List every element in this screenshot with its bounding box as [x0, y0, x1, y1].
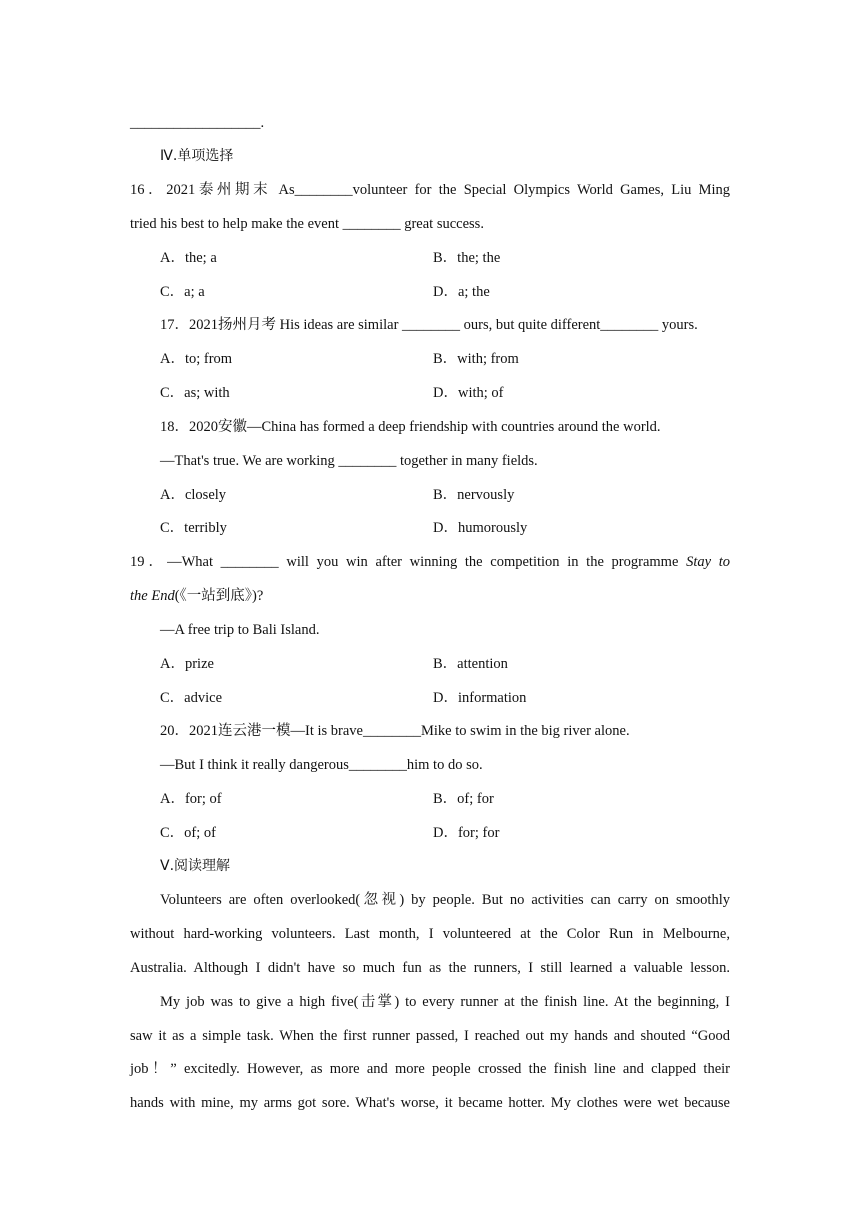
section-4-title: Ⅳ.单项选择 [160, 148, 234, 164]
question-19-option-b: B．attention [433, 656, 508, 672]
question-16-option-d: D．a; the [433, 284, 490, 300]
question-19-line-2 [130, 586, 263, 606]
passage-p2-line-2: saw it as a simple task. When the first runner passed, I reached out my hands and shouted “Good [130, 1028, 730, 1044]
question-19-text: 19．—What ________ will you win after winning the competition in the programme [130, 554, 687, 570]
question-16-option-a: A．the; a [160, 250, 217, 266]
question-20-option-b: B．of; for [433, 791, 494, 807]
passage-p1-line-2: without hard-working volunteers. Last month, I volunteered at the Color Run in Melbourne, [130, 926, 730, 942]
passage-p2-line-1: My job was to give a high five(击掌) to every runner at the finish line. At the beginning, I [160, 994, 730, 1010]
question-16-line-1: 16．2021泰州期末 As________volunteer for the Special Olympics World Games, Liu Ming [130, 182, 730, 198]
question-20-option-d: D．for; for [433, 825, 500, 841]
answer-blank-line: __________________. [130, 115, 265, 131]
question-19-option-a: A．prize [160, 656, 214, 672]
question-17-option-b: B．with; from [433, 351, 519, 367]
passage-p1-line-1: Volunteers are often overlooked(忽视) by people. But no activities can carry on smoothly [160, 892, 730, 908]
question-18-line-2: —That's true. We are working ________ together in many fields. [160, 453, 538, 469]
question-19-line-1 [130, 552, 730, 572]
question-19-option-c: C．advice [160, 690, 223, 706]
programme-title-part-1: Stay to [686, 554, 730, 570]
passage-p1-line-3: Australia. Although I didn't have so much fun as the runners, I still learned a valuable lesson. [130, 960, 730, 976]
question-16-option-b: B．the; the [433, 250, 501, 266]
section-5-title: Ⅴ.阅读理解 [160, 858, 231, 874]
question-17-option-a: A．to; from [160, 351, 233, 367]
passage-p2-line-4: hands with mine, my arms got sore. What's worse, it became hotter. My clothes were wet because [130, 1095, 730, 1111]
question-17-line-1: 17．2021扬州月考 His ideas are similar ________ ours, but quite different________ yours. [160, 317, 698, 333]
question-18-option-c: C．terribly [160, 520, 227, 536]
question-19-option-d: D．information [433, 690, 527, 706]
question-18-option-d: D．humorously [433, 520, 528, 536]
question-18-option-a: A．closely [160, 487, 227, 503]
question-17-option-d: D．with; of [433, 385, 504, 401]
question-18-line-1: 18．2020安徽—China has formed a deep friendship with countries around the world. [160, 419, 661, 435]
question-17-option-c: C．as; with [160, 385, 230, 401]
question-19-line-3: —A free trip to Bali Island. [160, 622, 320, 638]
question-20-line-2: —But I think it really dangerous________him to do so. [160, 757, 483, 773]
question-16-option-c: C．a; a [160, 284, 205, 300]
question-20-line-1: 20．2021连云港一模—It is brave________Mike to swim in the big river alone. [160, 723, 630, 739]
programme-title-chinese: (《一站到底》)? [174, 588, 264, 604]
question-16-line-2: tried his best to help make the event ________ great success. [130, 216, 484, 232]
passage-p2-line-3: job！” excitedly. However, as more and more people crossed the finish line and clapped their [130, 1061, 730, 1077]
question-18-option-b: B．nervously [433, 487, 515, 503]
question-20-option-a: A．for; of [160, 791, 222, 807]
question-20-option-c: C．of; of [160, 825, 216, 841]
programme-title-part-2: the End [130, 588, 175, 604]
